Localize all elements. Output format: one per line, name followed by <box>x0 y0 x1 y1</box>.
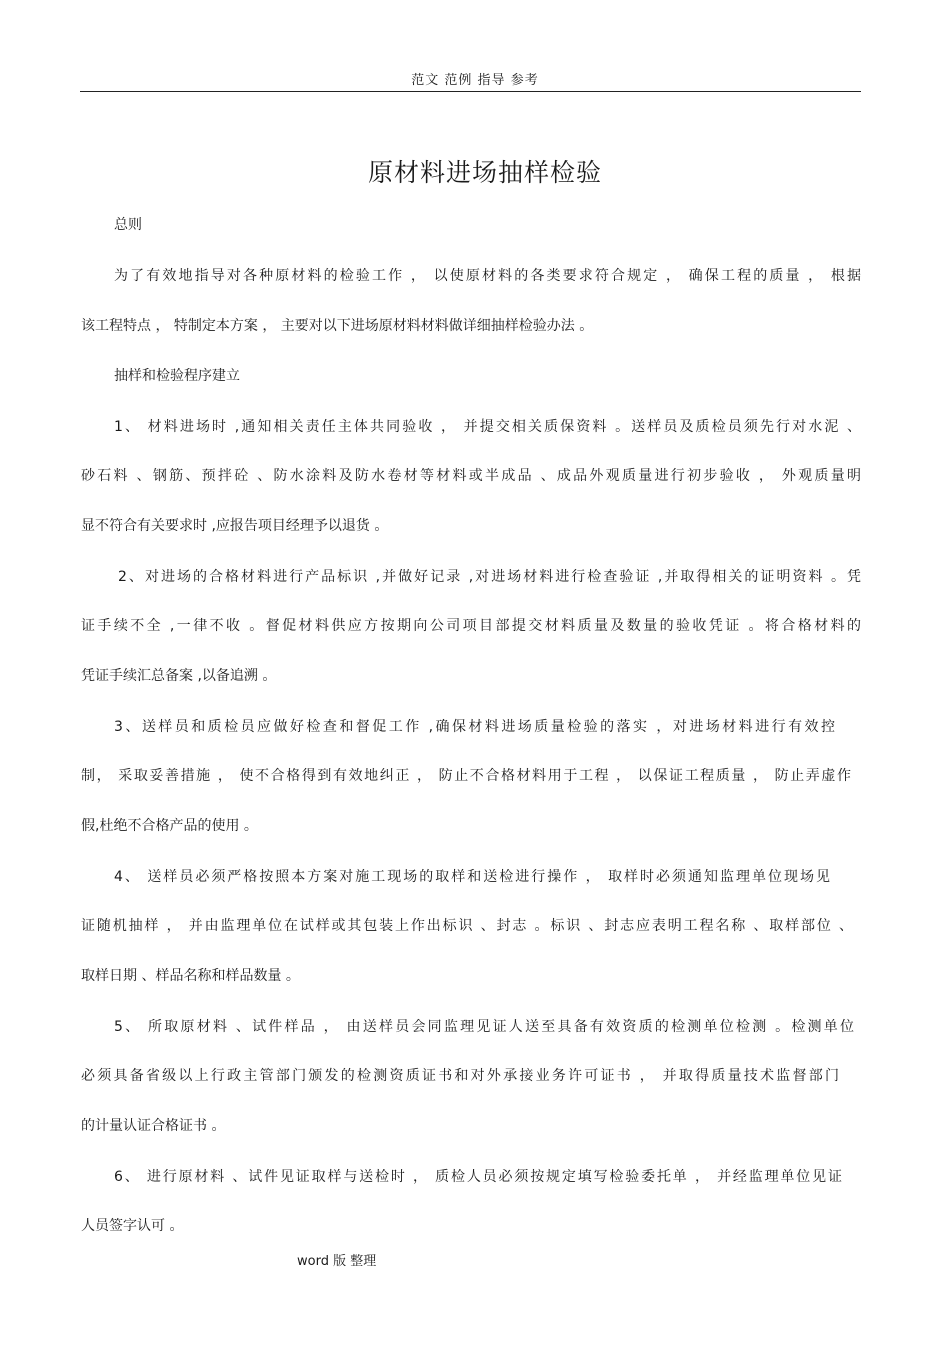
header-divider <box>80 91 861 92</box>
paragraph-line: 6、 进行原材料 、试件见证取样与送检时 ， 质检人员必须按规定填写检验委托单 ， 并经监理单位见证 <box>114 1169 842 1185</box>
paragraph-line: 人员签字认可 。 <box>81 1218 184 1234</box>
paragraph-line: 3、送样员和质检员应做好检查和督促工作 ,确保材料进场质量检验的落实 ，对进场材料进行有效控 <box>114 719 835 735</box>
section-heading-procedure: 抽样和检验程序建立 <box>114 368 240 384</box>
paragraph-line: 的计量认证合格证书 。 <box>81 1118 226 1134</box>
document-title: 原材料进场抽样检验 <box>367 158 602 187</box>
paragraph-line: 显不符合有关要求时 ,应报告项目经理予以退货 。 <box>81 518 389 534</box>
paragraph-line: 凭证手续汇总备案 ,以备追溯 。 <box>81 668 277 684</box>
paragraph-line: 取样日期 、样品名称和样品数量 。 <box>81 968 300 984</box>
paragraph-line: 1、 材料进场时 ,通知相关责任主体共同验收 ， 并提交相关质保资料 。送样员及质检员须先行对水泥 、 <box>114 419 861 435</box>
page-header: 范文 范例 指导 参考 <box>411 73 539 88</box>
paragraph-line: 证手续不全 ,一律不收 。督促材料供应方按期向公司项目部提交材料质量及数量的验收凭证 。将合格材料的 <box>81 618 861 634</box>
paragraph-line: 必须具备省级以上行政主管部门颁发的检测资质证书和对外承接业务许可证书 ， 并取得质量技术监督部门 <box>81 1068 839 1084</box>
paragraph-line: 假,杜绝不合格产品的使用 。 <box>81 818 258 834</box>
paragraph-line: 制， 采取妥善措施 ， 使不合格得到有效地纠正 ， 防止不合格材料用于工程 ， 以保证工程质量 ， 防止弄虚作 <box>81 768 851 784</box>
paragraph-line: 2、对进场的合格材料进行产品标识 ,并做好记录 ,对进场材料进行检查验证 ,并取得相关的证明资料 。凭 <box>118 569 861 585</box>
paragraph-line: 5、 所取原材料 、试件样品 ， 由送样员会同监理见证人送至具备有效资质的检测单位检测 。检测单位 <box>114 1019 854 1035</box>
paragraph-line: 该工程特点 ， 特制定本方案 ， 主要对以下进场原材料材料做详细抽样检验办法 。 <box>81 318 594 334</box>
paragraph-line: 证随机抽样 ， 并由监理单位在试样或其包装上作出标识 、封志 。标识 、封志应表明工程名称 、取样部位 、 <box>81 918 853 934</box>
paragraph-line: 4、 送样员必须严格按照本方案对施工现场的取样和送检进行操作 ， 取样时必须通知监理单位现场见 <box>114 869 830 885</box>
paragraph-line: 为了有效地指导对各种原材料的检验工作 ， 以使原材料的各类要求符合规定 ， 确保工程的质量 ， 根据 <box>114 268 861 284</box>
page-footer: word 版 整理 <box>297 1254 377 1269</box>
section-heading-general: 总则 <box>114 217 142 233</box>
paragraph-line: 砂石料 、钢筋、预拌砼 、防水涂料及防水卷材等材料或半成品 、成品外观质量进行初步验收 ， 外观质量明 <box>81 468 861 484</box>
